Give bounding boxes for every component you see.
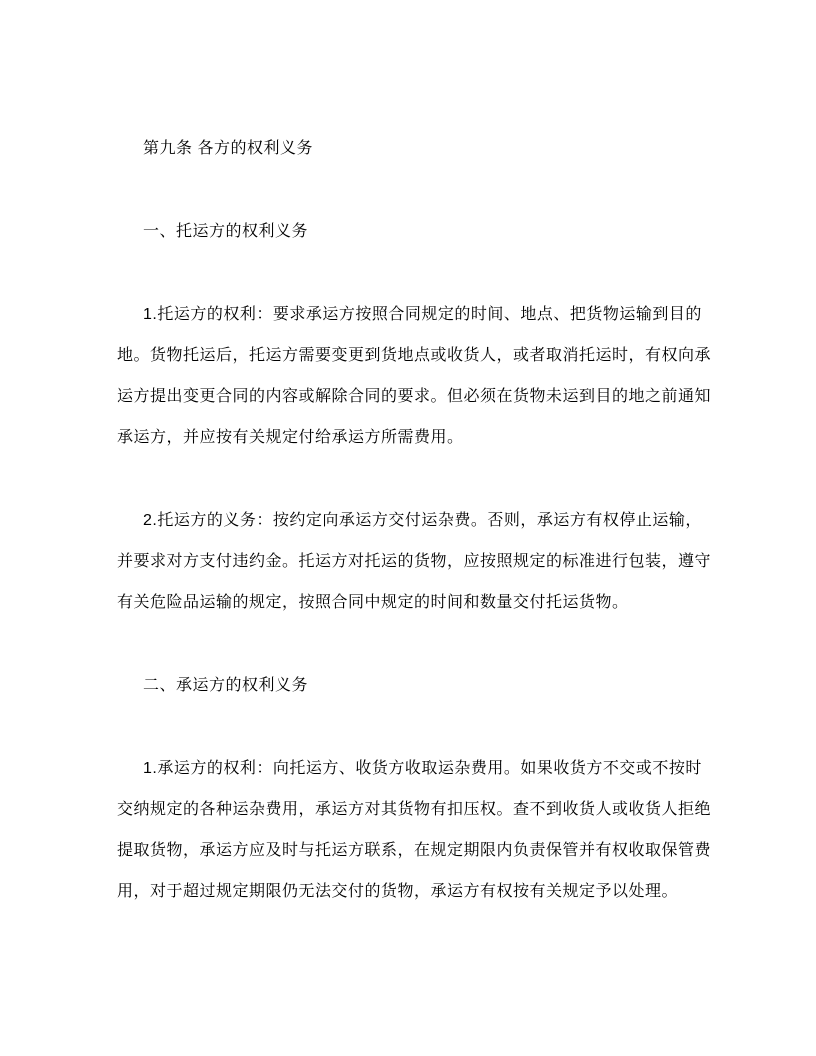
section-1-heading-block [117,211,699,252]
article-heading-block [117,128,699,169]
paragraph-line: 用，对于超过规定期限仍无法交付的货物，承运方有权按有关规定予以处理。 [117,883,679,900]
paragraph-line: 1.托运方的权利：要求承运方按照合同规定的时间、地点、把货物运输到目的 [143,306,702,323]
paragraph-line: 2.托运方的义务：按约定向承运方交付运杂费。否则，承运方有权停止运输， [143,512,702,529]
paragraph-line: 1.承运方的权利：向托运方、收货方收取运杂费用。如果收货方不交或不按时 [143,760,702,777]
paragraph-line: 运方提出变更合同的内容或解除合同的要求。但必须在货物未运到目的地之前通知 [117,388,712,405]
section-2-heading: 二、承运方的权利义务 [143,677,309,694]
document-content [117,128,712,912]
section-2-heading-block [117,665,699,706]
paragraph-line: 有关危险品运输的规定，按照合同中规定的时间和数量交付托运货物。 [117,594,629,611]
section-2-paragraph-1 [117,748,712,912]
section-1-paragraph-2 [117,500,712,623]
paragraph-line: 交纳规定的各种运杂费用，承运方对其货物有扣压权。查不到收货人或收货人拒绝 [117,801,712,818]
article-heading: 第九条 各方的权利义务 [143,140,313,157]
paragraph-line: 并要求对方支付违约金。托运方对托运的货物，应按照规定的标准进行包装，遵守 [117,553,712,570]
paragraph-line: 提取货物，承运方应及时与托运方联系，在规定期限内负责保管并有权收取保管费 [117,842,712,859]
section-1-heading: 一、托运方的权利义务 [143,223,309,240]
paragraph-line: 承运方，并应按有关规定付给承运方所需费用。 [117,429,464,446]
section-1-paragraph-1 [117,294,712,458]
paragraph-line: 地。货物托运后，托运方需要变更到货地点或收货人，或者取消托运时，有权向承 [117,347,712,364]
